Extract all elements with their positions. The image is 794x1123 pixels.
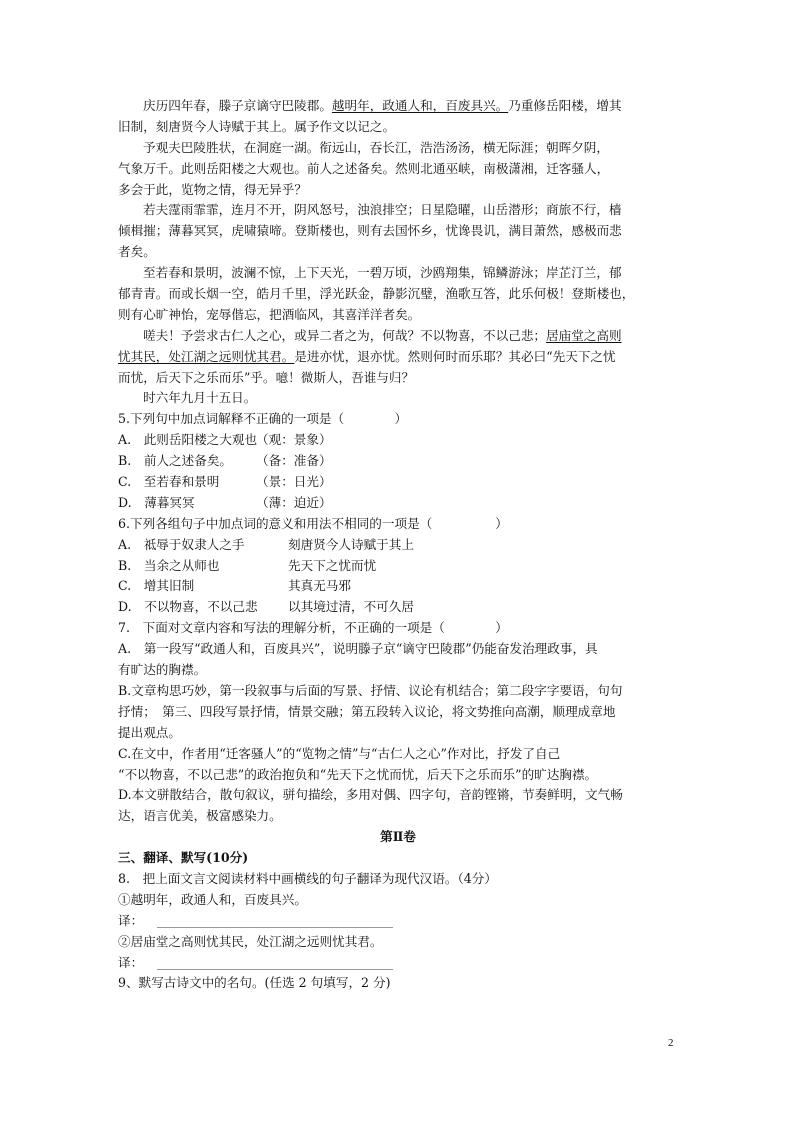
translate-label: 译： [118,954,144,970]
option-note: （备：准备） [256,453,332,469]
passage-line: 郁青青。而或长烟一空，皓月千里，浮光跃金，静影沉璧，渔歌互答，此乐何极！登斯楼也， [118,286,635,302]
option-left: D. 不以物喜，不以己悲 [118,599,258,615]
option-c: “不以物喜，不以己悲”的政治抱负和“先天下之忧而忧，后天下之乐而乐”的旷达胸襟。 [118,766,598,782]
option [118,451,678,472]
option-c: C.在文中，作者用“迁客骚人”的“览物之情”与“古仁人之心”作对比，抒发了自己 [118,745,561,761]
question-stem: 6.下列各组句子中加点词的意义和用法不相同的一项是（ ） [118,515,508,531]
question-6 [118,514,678,618]
option-d: D.本文骈散结合，散句叙议，骈句描绘，多用对偶、四字句，音韵铿锵，节奏鲜明，文气畅 [118,787,623,803]
question-stem: 5.下列句中加点词解释不正确的一项是（ ） [118,411,408,427]
option-text: D. 薄暮冥冥 [118,494,195,510]
passage-date: 时六年九月十五日。 [143,390,257,406]
passage-line: 气象万千。此则岳阳楼之大观也。前人之述备矣。然则北通巫峡，南极潇湘，迁客骚人， [118,160,610,176]
part-3-title: 三、翻译、默写(10分) [118,850,249,866]
answer-blank-2[interactable] [157,957,393,970]
passage-line: 若夫霪雨霏霏，连月不开，阴风怒号，浊浪排空；日星隐曜，山岳潜形；商旅不行，樯 [143,202,622,218]
underlined-sentence-1: 越明年，政通人和，百废具兴。 [331,98,509,113]
underlined-sentence-2: 居庙堂之高则 [546,327,622,343]
option-left: A. 祗辱于奴隶人之手 [118,536,245,552]
option [118,493,678,514]
exam-page [118,96,678,994]
option-a: A. 第一段写“政通人和，百废具兴”，说明滕子京“谪守巴陵郡”仍能奋发治理政事，具 [118,641,598,657]
option-text: A. 此则岳阳楼之大观也 [118,432,258,448]
question-8-stem: 8. 把上面文言文阅读材料中画横线的句子翻译为现代汉语。（4分） [118,870,497,886]
option [118,576,678,597]
volume-title: 第Ⅱ卷 [380,829,416,845]
option [118,472,678,493]
option-b: 提出观点。 [118,724,181,740]
option-right: 其真无马邪 [288,578,351,594]
passage-line [118,326,678,347]
question-8-item-1: ①越明年，政通人和，百废具兴。 [118,891,307,907]
passage-line [118,96,678,117]
question-7 [118,618,678,827]
passage-line: 予观夫巴陵胜状，在洞庭一湖。衔远山，吞长江，浩浩汤汤，横无际涯；朝晖夕阴， [143,139,609,155]
option-left: C. 增其旧制 [118,578,195,594]
option-note: （观：景象） [256,432,332,448]
passage-text: 乃重修岳阳楼，增其 [508,98,622,113]
underlined-sentence-2: 忧其民，处江湖之远则忧其君。 [118,348,295,364]
option-b: 抒情； 第三、四段写景抒情，情景交融；第五段转入议论，将文势推向高潮，顺理成章地 [118,703,616,719]
option-d: 达，语言优美，极富感染力。 [118,808,282,824]
option-note: （薄：迫近） [256,494,332,510]
passage-line: 则有心旷神怡，宠辱偕忘，把酒临风，其喜洋洋者矣。 [118,306,421,322]
option [118,556,678,577]
section-2 [118,827,678,994]
passage-text: 嗟夫！予尝求古仁人之心，或异二者之为，何哉？不以物喜，不以己悲； [143,327,546,343]
passage-line [118,347,678,368]
option [118,430,678,451]
question-5 [118,409,678,513]
option-a: 有旷达的胸襟。 [118,662,207,678]
question-9-stem: 9、默写古诗文中的名句。(任选 2 句填写，2 分) [118,975,391,991]
option-text: B. 前人之述备矣。 [118,453,233,469]
option-b: B.文章构思巧妙，第一段叙事与后面的写景、抒情、议论有机结合；第二段字字要语，句句 [118,682,623,698]
option-note: （景：日光） [256,474,332,490]
option [118,597,678,618]
option [118,535,678,556]
passage-line: 倾楫摧；薄暮冥冥，虎啸猿啼。登斯楼也，则有去国怀乡，忧谗畏讥，满目萧然，感极而悲 [118,223,622,239]
option-right: 刻唐贤今人诗赋于其上 [288,536,414,552]
passage-line: 至若春和景明，波澜不惊，上下天光，一碧万顷，沙鸥翔集，锦鳞游泳；岸芷汀兰，郁 [143,265,622,281]
answer-line-2 [118,953,678,974]
passage-line: 多会于此，览物之情，得无异乎？ [118,181,307,197]
passage-line: 者矣。 [118,244,156,260]
option-text: C. 至若春和景明 [118,474,220,490]
passage-line: 旧制，刻唐贤今人诗赋于其上。属予作文以记之。 [118,118,396,134]
option-right: 先天下之忧而忧 [288,557,377,573]
translate-label: 译： [118,912,144,928]
passage [118,96,678,409]
question-8-item-2: ②居庙堂之高则忧其民，处江湖之远则忧其君。 [118,933,383,949]
option-right: 以其境过清，不可久居 [288,599,414,615]
page-number: 2 [668,1037,674,1049]
answer-line-1 [118,911,678,932]
passage-text: 庆历四年春，滕子京谪守巴陵郡。 [143,98,332,113]
passage-text: 是进亦忧，退亦忧。然则何时而乐耶？其必曰“先天下之忧 [294,348,616,364]
answer-blank-1[interactable] [157,915,393,928]
option-left: B. 当余之从师也 [118,557,220,573]
question-stem: 7. 下面对文章内容和写法的理解分析，不正确的一项是（ ） [118,620,508,636]
passage-line: 而忧，后天下之乐而乐”乎。噫！微斯人，吾谁与归？ [118,369,415,385]
